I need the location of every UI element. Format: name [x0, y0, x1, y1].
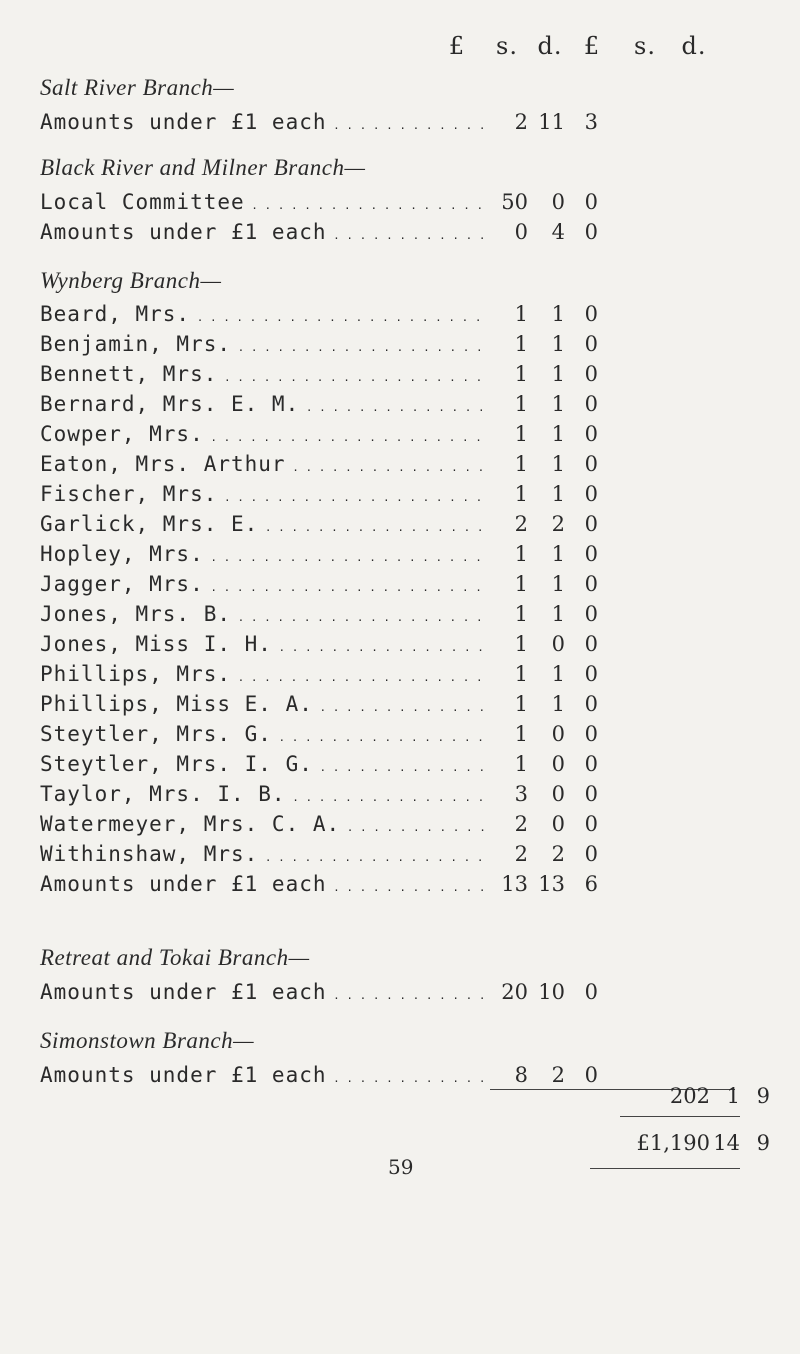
ledger-row: Jones, Miss I. H. . . . 1 0 0: [40, 632, 780, 662]
section-heading-black-river: Black River and Milner Branch—: [40, 155, 366, 180]
col-pence-1: d.: [537, 32, 563, 60]
ledger-row: Taylor, Mrs. I. B. . . . 3 0 0: [40, 782, 780, 812]
ledger-row: Bennett, Mrs. . . . 1 1 0: [40, 362, 780, 392]
ledger-row: Fischer, Mrs. . . . 1 1 0: [40, 482, 780, 512]
subtotal-shillings: 1: [726, 1084, 740, 1108]
ledger-row: Withinshaw, Mrs. . . . 2 2 0: [40, 842, 780, 872]
ledger-row: Eaton, Mrs. Arthur . . . 1 1 0: [40, 452, 780, 482]
ledger-row: Local Committee . . . 50 0 0: [40, 190, 780, 220]
ledger-row: Amounts under £1 each . . . 2 11 3: [40, 110, 780, 140]
ledger-row: Garlick, Mrs. E. . . . 2 2 0: [40, 512, 780, 542]
ledger-row: Hopley, Mrs. . . . 1 1 0: [40, 542, 780, 572]
subtotal-pounds: 202: [669, 1084, 710, 1108]
section-heading-salt-river: Salt River Branch—: [40, 75, 235, 100]
col-pounds-2: £: [583, 32, 601, 60]
col-shillings-1: s.: [496, 32, 518, 60]
ledger-row: Amounts under £1 each . . . 0 4 0: [40, 220, 780, 250]
grand-total-pence: 9: [756, 1131, 770, 1155]
ledger-row: Phillips, Mrs. . . . 1 1 0: [40, 662, 780, 692]
ledger-row: Watermeyer, Mrs. C. A. . . . 2 0 0: [40, 812, 780, 842]
ledger-row: Beard, Mrs. . . . 1 1 0: [40, 302, 780, 332]
page-number: 59: [388, 1155, 414, 1179]
ledger-row: Bernard, Mrs. E. M. . . . 1 1 0: [40, 392, 780, 422]
ledger-row: Jones, Mrs. B. . . . 1 1 0: [40, 602, 780, 632]
grand-total-shillings: 14: [713, 1131, 740, 1155]
total-rule-bottom: [590, 1168, 740, 1169]
ledger-row: Steytler, Mrs. G. . . . 1 0 0: [40, 722, 780, 752]
ledger-row: Amounts under £1 each . . . 13 13 6: [40, 872, 780, 902]
ledger-row: Amounts under £1 each . . . 8 2 0: [40, 1063, 780, 1093]
section-heading-retreat-tokai: Retreat and Tokai Branch—: [40, 945, 310, 970]
section-heading-wynberg: Wynberg Branch—: [40, 268, 222, 293]
ledger-row: Steytler, Mrs. I. G. . . . 1 0 0: [40, 752, 780, 782]
col-pounds-1: £: [448, 32, 466, 60]
total-rule-top: [620, 1116, 740, 1117]
col-shillings-2: s.: [634, 32, 656, 60]
grand-total-pounds: £1,190: [636, 1131, 710, 1155]
ledger-row: Benjamin, Mrs. . . . 1 1 0: [40, 332, 780, 362]
subtotal-pence: 9: [756, 1084, 770, 1108]
section-heading-simonstown: Simonstown Branch—: [40, 1028, 255, 1053]
ledger-row: Amounts under £1 each . . . 20 10 0: [40, 980, 780, 1010]
ledger-row: Phillips, Miss E. A. . . . 1 1 0: [40, 692, 780, 722]
ledger-row: Cowper, Mrs. . . . 1 1 0: [40, 422, 780, 452]
ledger-row: Jagger, Mrs. . . . 1 1 0: [40, 572, 780, 602]
col-pence-2: d.: [681, 32, 707, 60]
